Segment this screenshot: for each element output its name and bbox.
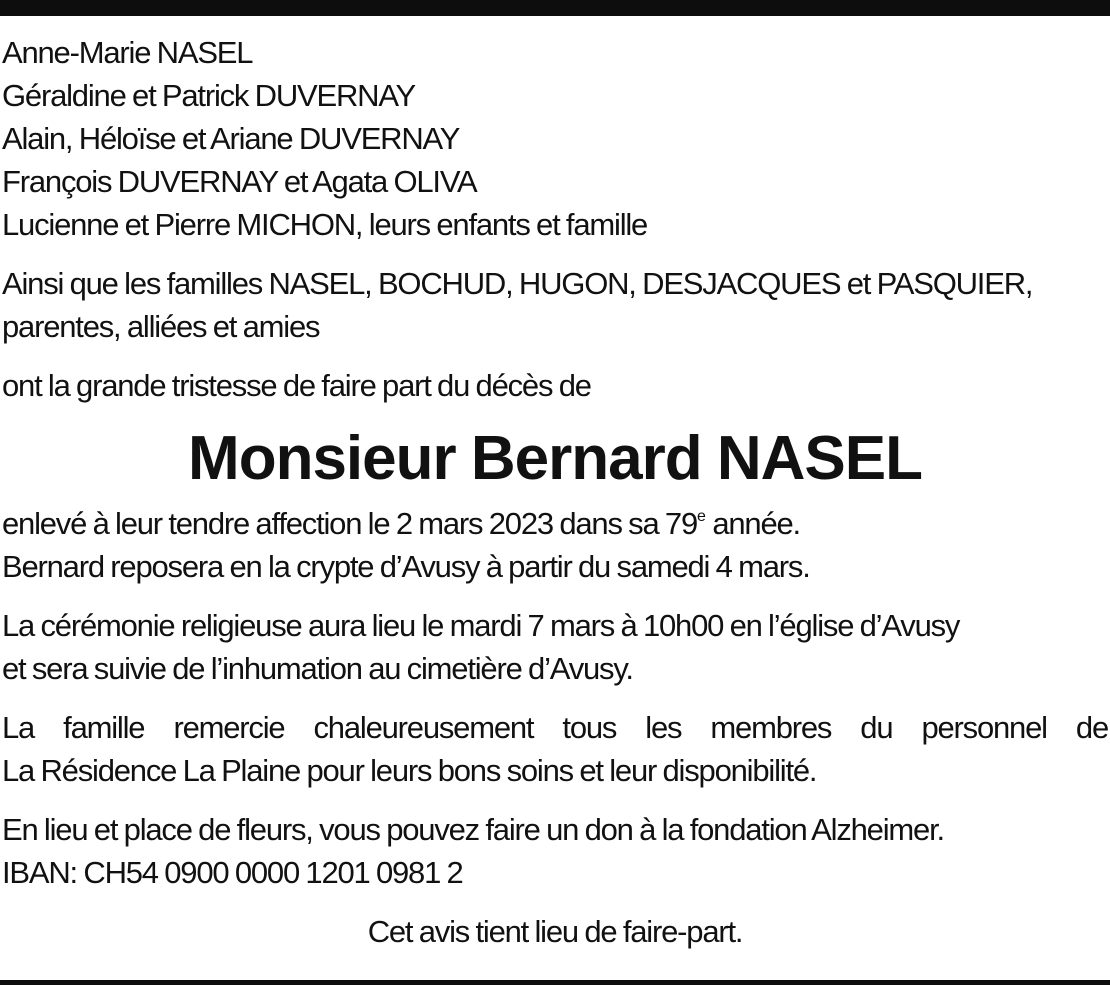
family-line: Géraldine et Patrick DUVERNAY xyxy=(2,78,416,113)
ordinal-suffix: e xyxy=(697,508,706,525)
ceremony-line-2: et sera suivie de l’inhumation au cimetière d’Avusy. xyxy=(2,651,633,686)
family-list xyxy=(2,31,1108,246)
family-line: Lucienne et Pierre MICHON, leurs enfants et famille xyxy=(2,207,648,242)
donation-line: En lieu et place de fleurs, vous pouvez faire un don à la fondation Alzheimer. xyxy=(2,812,944,847)
thanks-line-2: La Résidence La Plaine pour leurs bons soins et leur disponibilité. xyxy=(2,753,817,788)
ceremony-line-1: La cérémonie religieuse aura lieu le mardi 7 mars à 10h00 en l’église d’Avusy xyxy=(2,608,960,643)
ceremony-details xyxy=(2,604,1108,690)
family-line: Anne-Marie NASEL xyxy=(2,35,253,70)
passing-text-end: année. xyxy=(705,506,800,541)
extended-family-line-1: Ainsi que les familles NASEL, BOCHUD, HUGON, DESJACQUES et PASQUIER, xyxy=(2,266,1033,301)
donation xyxy=(2,808,1108,894)
family-line: François DUVERNAY et Agata OLIVA xyxy=(2,164,477,199)
thanks-line-1: La famille remercie chaleureusement tous les membres du personnel de xyxy=(2,710,1108,745)
announcement-text: ont la grande tristesse de faire part du décès de xyxy=(2,368,591,403)
extended-family-line-2: parentes, alliées et amies xyxy=(2,309,320,344)
deceased-name: Monsieur Bernard NASEL xyxy=(188,424,922,493)
passing-line-1 xyxy=(2,502,1108,545)
extended-family xyxy=(2,262,1108,348)
thanks xyxy=(2,706,1108,792)
passing-details xyxy=(2,502,1108,588)
passing-text: enlevé à leur tendre affection le 2 mars 2023 dans sa 79 xyxy=(2,506,698,541)
top-rule xyxy=(0,0,1110,16)
family-line: Alain, Héloïse et Ariane DUVERNAY xyxy=(2,121,460,156)
closing-text: Cet avis tient lieu de faire-part. xyxy=(367,914,743,949)
iban: IBAN: CH54 0900 0000 1201 0981 2 xyxy=(2,855,463,890)
bottom-rule xyxy=(0,980,1110,985)
announcement xyxy=(2,364,1108,407)
notice-body xyxy=(2,31,1108,953)
closing xyxy=(2,910,1108,953)
passing-line-2: Bernard reposera en la crypte d’Avusy à partir du samedi 4 mars. xyxy=(2,549,810,584)
